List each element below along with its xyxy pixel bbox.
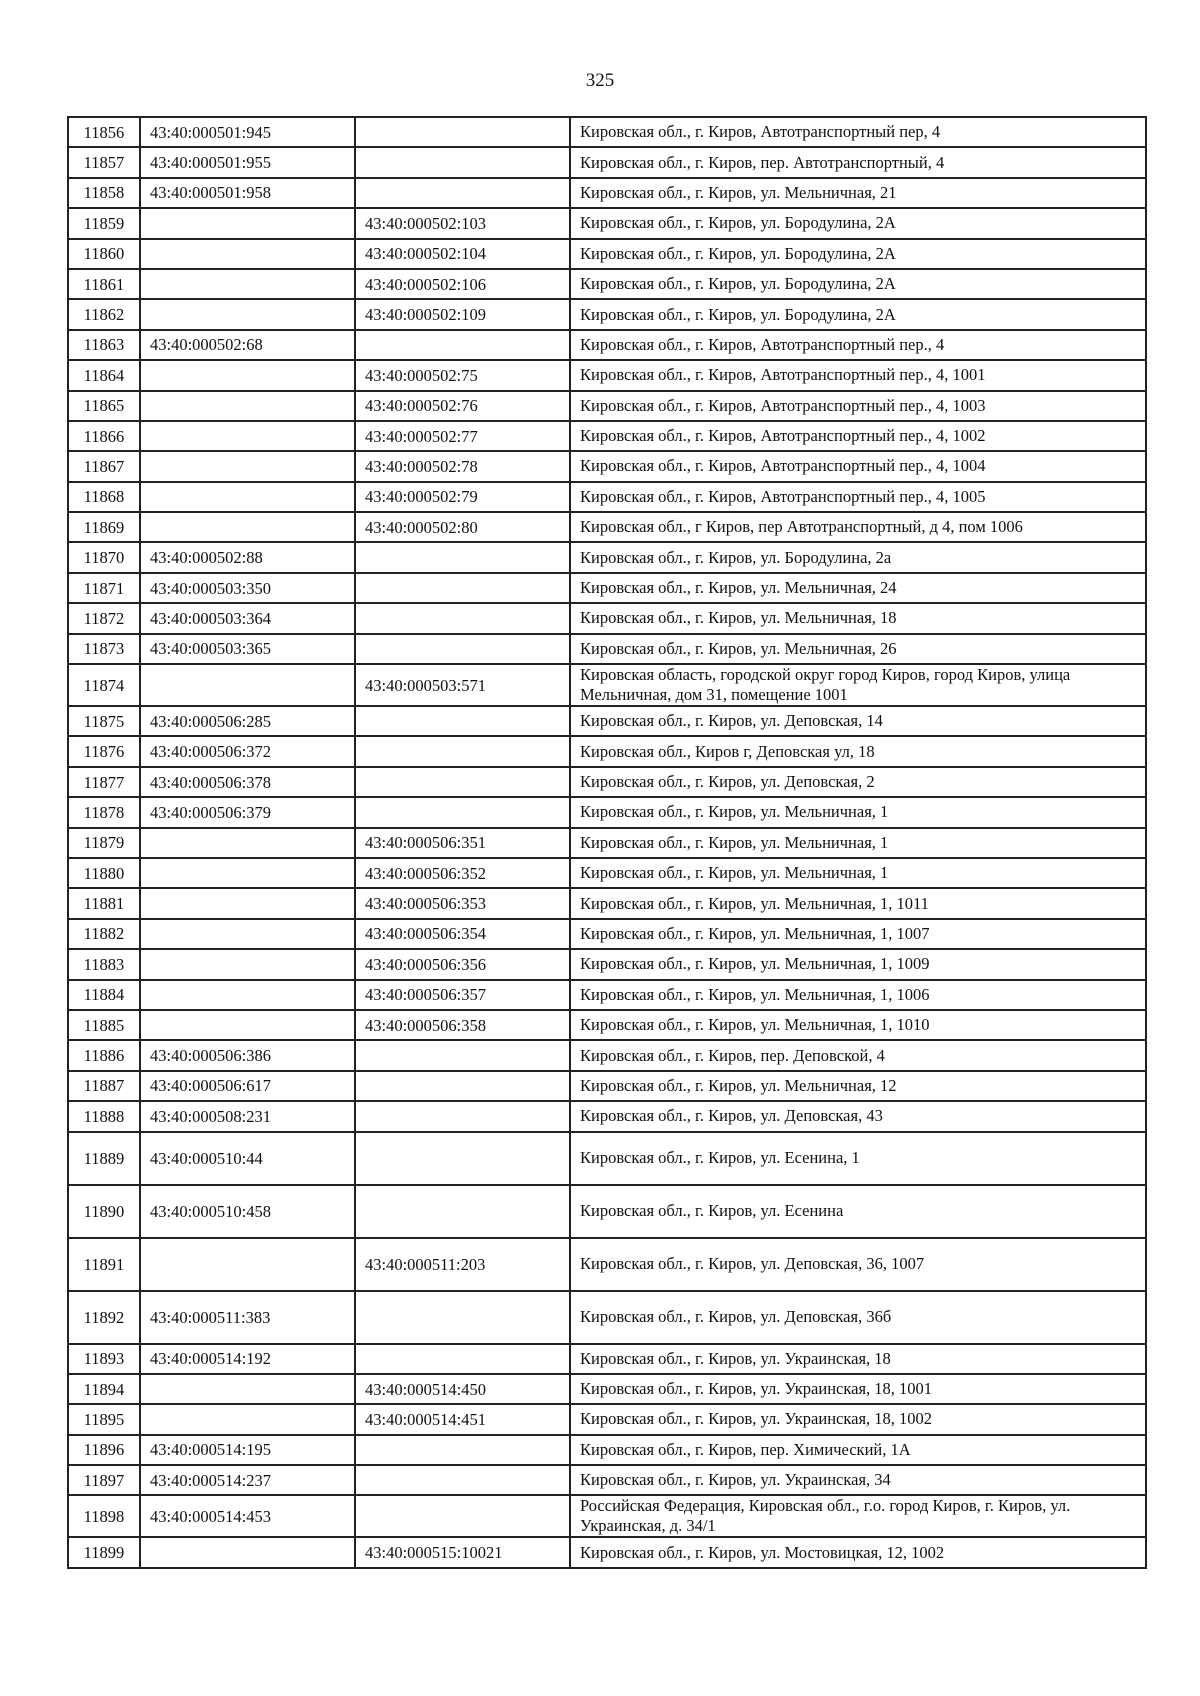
cadastral-number-primary [140,512,355,542]
cadastral-number-secondary: 43:40:000502:78 [355,451,570,481]
row-number: 11881 [68,888,140,918]
table-row [68,391,1146,421]
cadastral-number-secondary [355,1495,570,1537]
table-row [68,949,1146,979]
cadastral-number-primary [140,919,355,949]
address-cell: Кировская обл., г. Киров, ул. Украинская, 18, 1001 [570,1374,1146,1404]
registry-table [67,116,1147,1569]
cadastral-number-primary: 43:40:000501:945 [140,117,355,147]
cadastral-number-secondary: 43:40:000514:450 [355,1374,570,1404]
address-cell: Кировская обл., г. Киров, ул. Мельничная, 26 [570,634,1146,664]
address-cell: Кировская обл., г. Киров, ул. Мельничная, 1, 1006 [570,980,1146,1010]
row-number: 11892 [68,1291,140,1344]
cadastral-number-primary [140,1537,355,1567]
cadastral-number-secondary: 43:40:000511:203 [355,1238,570,1291]
cadastral-number-primary: 43:40:000506:372 [140,736,355,766]
cadastral-number-secondary [355,117,570,147]
cadastral-number-primary: 43:40:000506:386 [140,1040,355,1070]
cadastral-number-secondary: 43:40:000506:358 [355,1010,570,1040]
table-row [68,797,1146,827]
cadastral-number-primary [140,391,355,421]
address-cell: Кировская обл., г. Киров, ул. Мельничная, 1, 1009 [570,949,1146,979]
cadastral-number-primary: 43:40:000502:68 [140,330,355,360]
address-cell: Кировская обл., г Киров, пер Автотранспортный, д 4, пом 1006 [570,512,1146,542]
row-number: 11862 [68,299,140,329]
cadastral-number-secondary: 43:40:000502:80 [355,512,570,542]
address-cell: Кировская обл., г. Киров, ул. Деповская, 2 [570,767,1146,797]
table-row [68,239,1146,269]
table-row [68,1537,1146,1567]
table-row [68,512,1146,542]
row-number: 11895 [68,1404,140,1434]
cadastral-number-secondary [355,1040,570,1070]
table-row [68,1495,1146,1537]
row-number: 11880 [68,858,140,888]
table-row [68,1010,1146,1040]
table-row [68,1404,1146,1434]
row-number: 11868 [68,482,140,512]
address-cell: Кировская обл., г. Киров, ул. Бородулина, 2А [570,208,1146,238]
table-row [68,117,1146,147]
page-number: 325 [585,70,615,91]
table-row [68,1132,1146,1185]
cadastral-number-secondary: 43:40:000506:352 [355,858,570,888]
cadastral-number-secondary: 43:40:000506:357 [355,980,570,1010]
cadastral-number-secondary: 43:40:000502:75 [355,360,570,390]
table-row [68,664,1146,706]
cadastral-number-primary [140,1374,355,1404]
cadastral-number-secondary: 43:40:000506:351 [355,828,570,858]
row-number: 11888 [68,1101,140,1131]
table-row [68,542,1146,572]
address-cell: Кировская обл., г. Киров, Автотранспортный пер., 4, 1004 [570,451,1146,481]
address-cell: Кировская обл., г. Киров, Автотранспортный пер., 4, 1002 [570,421,1146,451]
row-number: 11882 [68,919,140,949]
row-number: 11884 [68,980,140,1010]
table-row [68,482,1146,512]
cadastral-number-secondary: 43:40:000502:106 [355,269,570,299]
cadastral-number-primary [140,451,355,481]
row-number: 11889 [68,1132,140,1185]
address-cell: Кировская обл., г. Киров, ул. Мельничная, 12 [570,1071,1146,1101]
row-number: 11877 [68,767,140,797]
cadastral-number-primary: 43:40:000506:617 [140,1071,355,1101]
cadastral-number-secondary: 43:40:000502:104 [355,239,570,269]
address-cell: Кировская обл., г. Киров, пер. Химический, 1А [570,1435,1146,1465]
address-cell: Кировская обл., г. Киров, ул. Украинская, 34 [570,1465,1146,1495]
table-row [68,767,1146,797]
row-number: 11864 [68,360,140,390]
cadastral-number-secondary [355,736,570,766]
cadastral-number-secondary [355,330,570,360]
cadastral-number-primary [140,828,355,858]
cadastral-number-primary: 43:40:000503:365 [140,634,355,664]
cadastral-number-secondary: 43:40:000502:109 [355,299,570,329]
row-number: 11866 [68,421,140,451]
cadastral-number-secondary [355,1071,570,1101]
address-cell: Кировская обл., г. Киров, ул. Бородулина, 2а [570,542,1146,572]
cadastral-number-secondary: 43:40:000502:76 [355,391,570,421]
address-cell: Кировская обл., г. Киров, ул. Бородулина, 2А [570,269,1146,299]
cadastral-number-secondary [355,1101,570,1131]
address-cell: Кировская обл., г. Киров, Автотранспортный пер, 4 [570,117,1146,147]
row-number: 11873 [68,634,140,664]
address-cell: Кировская область, городской округ город Киров, город Киров, улица Мельничная, дом 31, помещение 1001 [570,664,1146,706]
cadastral-number-secondary: 43:40:000514:451 [355,1404,570,1434]
address-cell: Кировская обл., г. Киров, ул. Бородулина, 2А [570,299,1146,329]
row-number: 11874 [68,664,140,706]
cadastral-number-secondary: 43:40:000502:103 [355,208,570,238]
address-cell: Кировская обл., г. Киров, ул. Мельничная, 1, 1007 [570,919,1146,949]
address-cell: Кировская обл., г. Киров, ул. Бородулина, 2А [570,239,1146,269]
row-number: 11885 [68,1010,140,1040]
cadastral-number-secondary: 43:40:000506:353 [355,888,570,918]
cadastral-number-secondary [355,603,570,633]
row-number: 11867 [68,451,140,481]
cadastral-number-secondary [355,706,570,736]
row-number: 11886 [68,1040,140,1070]
table-row [68,299,1146,329]
table-row [68,1374,1146,1404]
row-number: 11857 [68,147,140,177]
address-cell: Кировская обл., г. Киров, ул. Мельничная, 1 [570,797,1146,827]
cadastral-number-secondary [355,1465,570,1495]
cadastral-number-primary [140,208,355,238]
cadastral-number-primary [140,269,355,299]
address-cell: Кировская обл., г. Киров, Автотранспортный пер., 4, 1005 [570,482,1146,512]
table-row [68,634,1146,664]
row-number: 11887 [68,1071,140,1101]
cadastral-number-primary: 43:40:000506:379 [140,797,355,827]
cadastral-number-secondary: 43:40:000506:354 [355,919,570,949]
cadastral-number-secondary [355,1132,570,1185]
table-row [68,603,1146,633]
row-number: 11897 [68,1465,140,1495]
address-cell: Кировская обл., г. Киров, ул. Украинская, 18 [570,1344,1146,1374]
cadastral-number-primary: 43:40:000503:350 [140,573,355,603]
row-number: 11879 [68,828,140,858]
row-number: 11869 [68,512,140,542]
table-row [68,1344,1146,1374]
row-number: 11883 [68,949,140,979]
cadastral-number-secondary [355,1435,570,1465]
cadastral-number-primary [140,1010,355,1040]
table-row [68,451,1146,481]
row-number: 11865 [68,391,140,421]
table-row [68,1185,1146,1238]
row-number: 11859 [68,208,140,238]
table-row [68,269,1146,299]
cadastral-number-primary: 43:40:000502:88 [140,542,355,572]
cadastral-number-primary: 43:40:000510:44 [140,1132,355,1185]
address-cell: Кировская обл., г. Киров, ул. Мельничная, 24 [570,573,1146,603]
table-row [68,147,1146,177]
cadastral-number-primary: 43:40:000510:458 [140,1185,355,1238]
address-cell: Кировская обл., г. Киров, ул. Мостовицкая, 12, 1002 [570,1537,1146,1567]
address-cell: Кировская обл., г. Киров, ул. Деповская, 14 [570,706,1146,736]
cadastral-number-primary [140,1404,355,1434]
cadastral-number-primary: 43:40:000514:237 [140,1465,355,1495]
row-number: 11898 [68,1495,140,1537]
cadastral-number-primary [140,980,355,1010]
address-cell: Кировская обл., г. Киров, ул. Украинская, 18, 1002 [570,1404,1146,1434]
cadastral-number-secondary [355,797,570,827]
address-cell: Кировская обл., г. Киров, ул. Есенина, 1 [570,1132,1146,1185]
table-row [68,178,1146,208]
row-number: 11875 [68,706,140,736]
row-number: 11896 [68,1435,140,1465]
cadastral-number-secondary [355,178,570,208]
cadastral-number-secondary: 43:40:000515:10021 [355,1537,570,1567]
address-cell: Кировская обл., г. Киров, ул. Мельничная, 1, 1010 [570,1010,1146,1040]
row-number: 11871 [68,573,140,603]
table-row [68,919,1146,949]
cadastral-number-secondary [355,1291,570,1344]
registry-table-body [68,117,1146,1568]
cadastral-number-primary [140,299,355,329]
row-number: 11856 [68,117,140,147]
row-number: 11870 [68,542,140,572]
cadastral-number-secondary [355,573,570,603]
cadastral-number-primary [140,664,355,706]
cadastral-number-primary [140,949,355,979]
row-number: 11894 [68,1374,140,1404]
row-number: 11878 [68,797,140,827]
cadastral-number-primary: 43:40:000501:958 [140,178,355,208]
table-row [68,330,1146,360]
cadastral-number-primary [140,239,355,269]
cadastral-number-secondary [355,147,570,177]
table-row [68,858,1146,888]
address-cell: Кировская обл., г. Киров, ул. Есенина [570,1185,1146,1238]
row-number: 11860 [68,239,140,269]
table-row [68,421,1146,451]
cadastral-number-primary: 43:40:000514:195 [140,1435,355,1465]
address-cell: Кировская обл., г. Киров, Автотранспортный пер., 4, 1001 [570,360,1146,390]
row-number: 11861 [68,269,140,299]
address-cell: Кировская обл., г. Киров, ул. Деповская, 43 [570,1101,1146,1131]
address-cell: Кировская обл., г. Киров, ул. Деповская, 36б [570,1291,1146,1344]
address-cell: Кировская обл., г. Киров, Автотранспортный пер., 4 [570,330,1146,360]
cadastral-number-primary [140,858,355,888]
address-cell: Российская Федерация, Кировская обл., г.о. город Киров, г. Киров, ул. Украинская, д. 34/1 [570,1495,1146,1537]
table-row [68,1101,1146,1131]
cadastral-number-primary [140,888,355,918]
table-row [68,1465,1146,1495]
table-row [68,1040,1146,1070]
cadastral-number-primary [140,482,355,512]
address-cell: Кировская обл., г. Киров, ул. Деповская, 36, 1007 [570,1238,1146,1291]
cadastral-number-primary [140,1238,355,1291]
cadastral-number-primary: 43:40:000514:192 [140,1344,355,1374]
row-number: 11858 [68,178,140,208]
row-number: 11872 [68,603,140,633]
address-cell: Кировская обл., г. Киров, ул. Мельничная, 21 [570,178,1146,208]
cadastral-number-secondary: 43:40:000506:356 [355,949,570,979]
table-row [68,706,1146,736]
table-row [68,736,1146,766]
cadastral-number-secondary [355,1185,570,1238]
table-row [68,828,1146,858]
address-cell: Кировская обл., г. Киров, пер. Деповской, 4 [570,1040,1146,1070]
cadastral-number-primary: 43:40:000503:364 [140,603,355,633]
table-row [68,1435,1146,1465]
row-number: 11891 [68,1238,140,1291]
cadastral-number-primary [140,360,355,390]
address-cell: Кировская обл., г. Киров, ул. Мельничная, 18 [570,603,1146,633]
cadastral-number-secondary: 43:40:000502:79 [355,482,570,512]
cadastral-number-primary: 43:40:000508:231 [140,1101,355,1131]
cadastral-number-primary: 43:40:000514:453 [140,1495,355,1537]
cadastral-number-secondary: 43:40:000502:77 [355,421,570,451]
cadastral-number-secondary [355,542,570,572]
table-row [68,1071,1146,1101]
cadastral-number-primary: 43:40:000511:383 [140,1291,355,1344]
row-number: 11876 [68,736,140,766]
table-row [68,573,1146,603]
row-number: 11890 [68,1185,140,1238]
cadastral-number-primary [140,421,355,451]
table-row [68,360,1146,390]
row-number: 11899 [68,1537,140,1567]
address-cell: Кировская обл., г. Киров, Автотранспортный пер., 4, 1003 [570,391,1146,421]
cadastral-number-secondary: 43:40:000503:571 [355,664,570,706]
cadastral-number-primary: 43:40:000506:378 [140,767,355,797]
address-cell: Кировская обл., г. Киров, ул. Мельничная, 1 [570,858,1146,888]
address-cell: Кировская обл., г. Киров, ул. Мельничная, 1 [570,828,1146,858]
table-row [68,1291,1146,1344]
address-cell: Кировская обл., Киров г, Деповская ул, 18 [570,736,1146,766]
cadastral-number-secondary [355,1344,570,1374]
cadastral-number-secondary [355,767,570,797]
cadastral-number-primary: 43:40:000501:955 [140,147,355,177]
cadastral-number-primary: 43:40:000506:285 [140,706,355,736]
table-row [68,980,1146,1010]
table-row [68,888,1146,918]
row-number: 11893 [68,1344,140,1374]
address-cell: Кировская обл., г. Киров, пер. Автотранспортный, 4 [570,147,1146,177]
table-row [68,208,1146,238]
cadastral-number-secondary [355,634,570,664]
table-row [68,1238,1146,1291]
row-number: 11863 [68,330,140,360]
address-cell: Кировская обл., г. Киров, ул. Мельничная, 1, 1011 [570,888,1146,918]
